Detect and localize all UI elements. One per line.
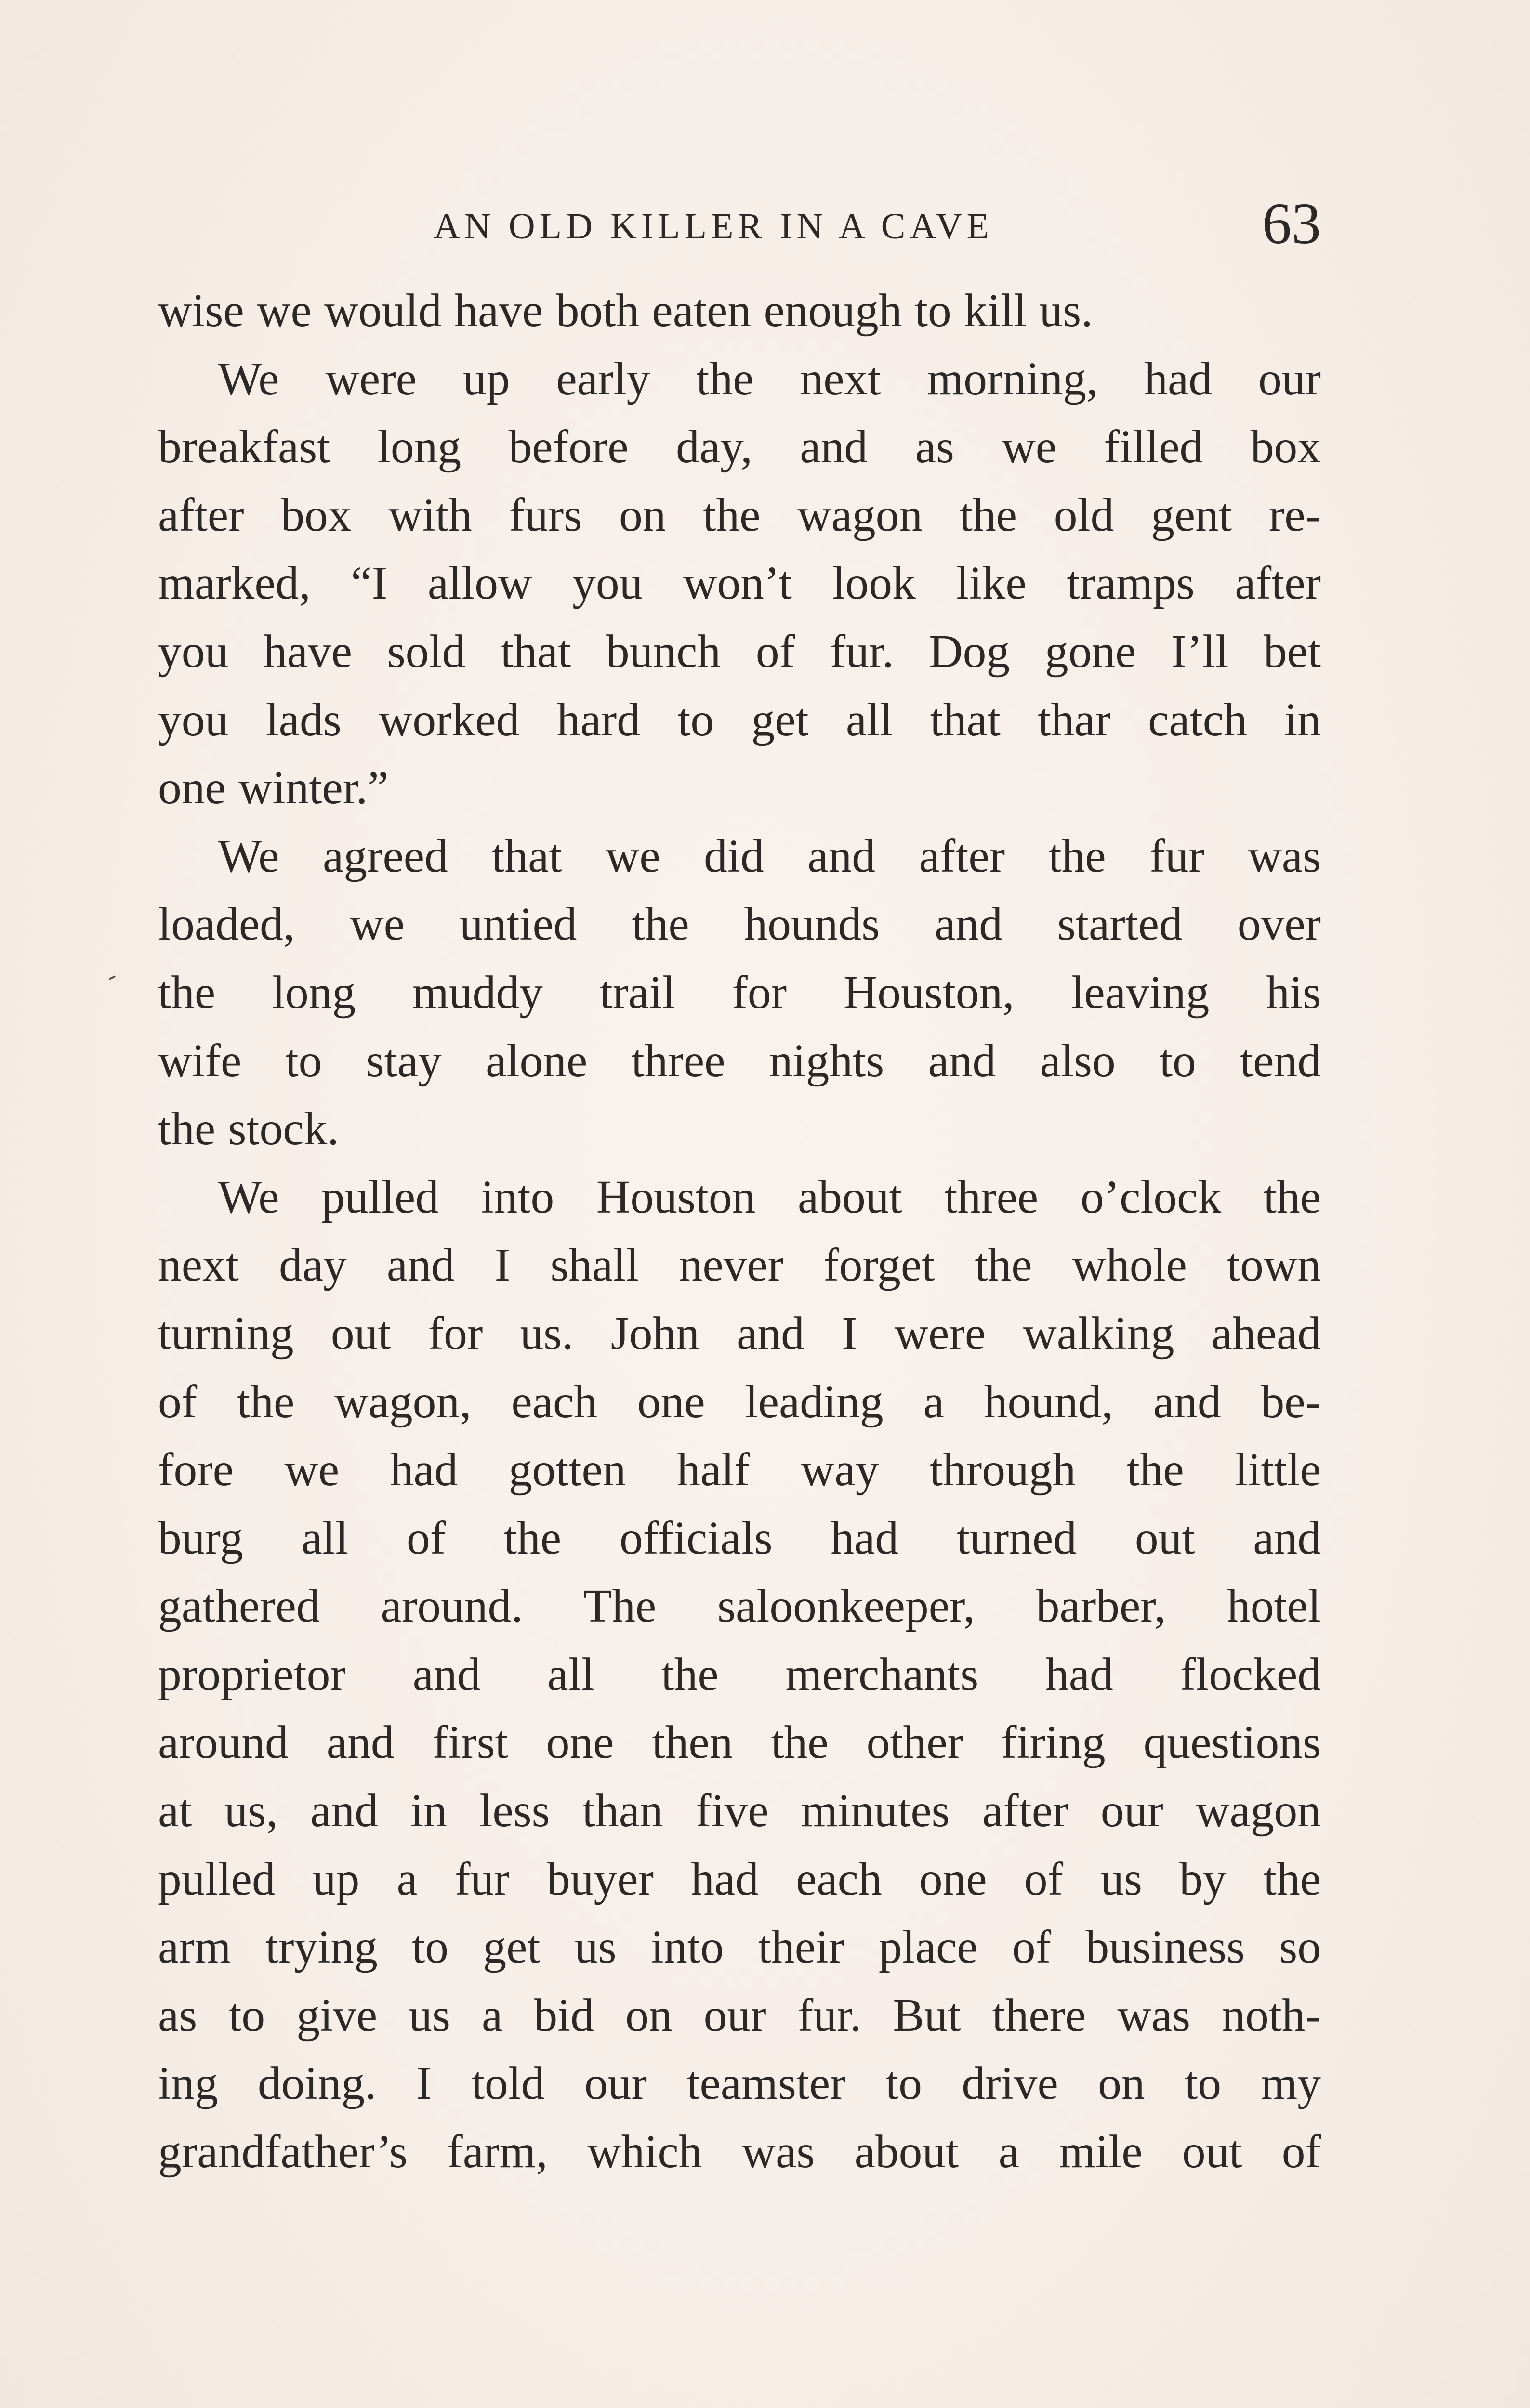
body-text	[158, 277, 1321, 2186]
text-line: gathered around. The saloonkeeper, barber, hotel	[158, 1580, 1321, 1633]
page-number: 63	[1262, 191, 1321, 256]
text-line: at us, and in less than five minutes after our wagon	[158, 1785, 1321, 1837]
text-line: of the wagon, each one leading a hound, and be-	[158, 1375, 1321, 1428]
text-line: wife to stay alone three nights and also to tend	[158, 1034, 1321, 1087]
running-header	[158, 193, 1321, 260]
text-line: burg all of the officials had turned out and	[158, 1512, 1321, 1564]
text-line: proprietor and all the merchants had flocked	[158, 1648, 1321, 1701]
text-line: the stock.	[158, 1103, 339, 1155]
text-line: We pulled into Houston about three o’clock the	[218, 1171, 1321, 1223]
text-line: you lads worked hard to get all that thar catch in	[158, 694, 1321, 746]
text-line: as to give us a bid on our fur. But there was noth-	[158, 1989, 1321, 2042]
text-line: pulled up a fur buyer had each one of us by the	[158, 1853, 1321, 1905]
stray-ink-mark	[109, 975, 116, 980]
text-line: you have sold that bunch of fur. Dog gone I’ll bet	[158, 625, 1321, 678]
text-line: We were up early the next morning, had our	[218, 353, 1321, 405]
text-line: fore we had gotten half way through the little	[158, 1444, 1321, 1496]
text-line: one winter.”	[158, 762, 389, 814]
text-line: arm trying to get us into their place of business so	[158, 1921, 1321, 1974]
text-line: turning out for us. John and I were walking ahead	[158, 1307, 1321, 1360]
text-line: We agreed that we did and after the fur was	[218, 830, 1321, 882]
text-line: breakfast long before day, and as we filled box	[158, 421, 1321, 473]
text-line: wise we would have both eaten enough to kill us.	[158, 285, 1093, 337]
running-title: AN OLD KILLER IN A CAVE	[434, 206, 993, 247]
text-line: after box with furs on the wagon the old gent re-	[158, 489, 1321, 541]
text-line: around and first one then the other firing questions	[158, 1716, 1321, 1769]
text-line: the long muddy trail for Houston, leaving his	[158, 966, 1321, 1019]
text-line: next day and I shall never forget the whole town	[158, 1239, 1321, 1292]
text-line: grandfather’s farm, which was about a mile out of	[158, 2126, 1321, 2178]
text-line: ing doing. I told our teamster to drive on to my	[158, 2057, 1321, 2110]
text-line: loaded, we untied the hounds and started over	[158, 898, 1321, 951]
text-line: marked, “I allow you won’t look like tramps after	[158, 557, 1321, 610]
